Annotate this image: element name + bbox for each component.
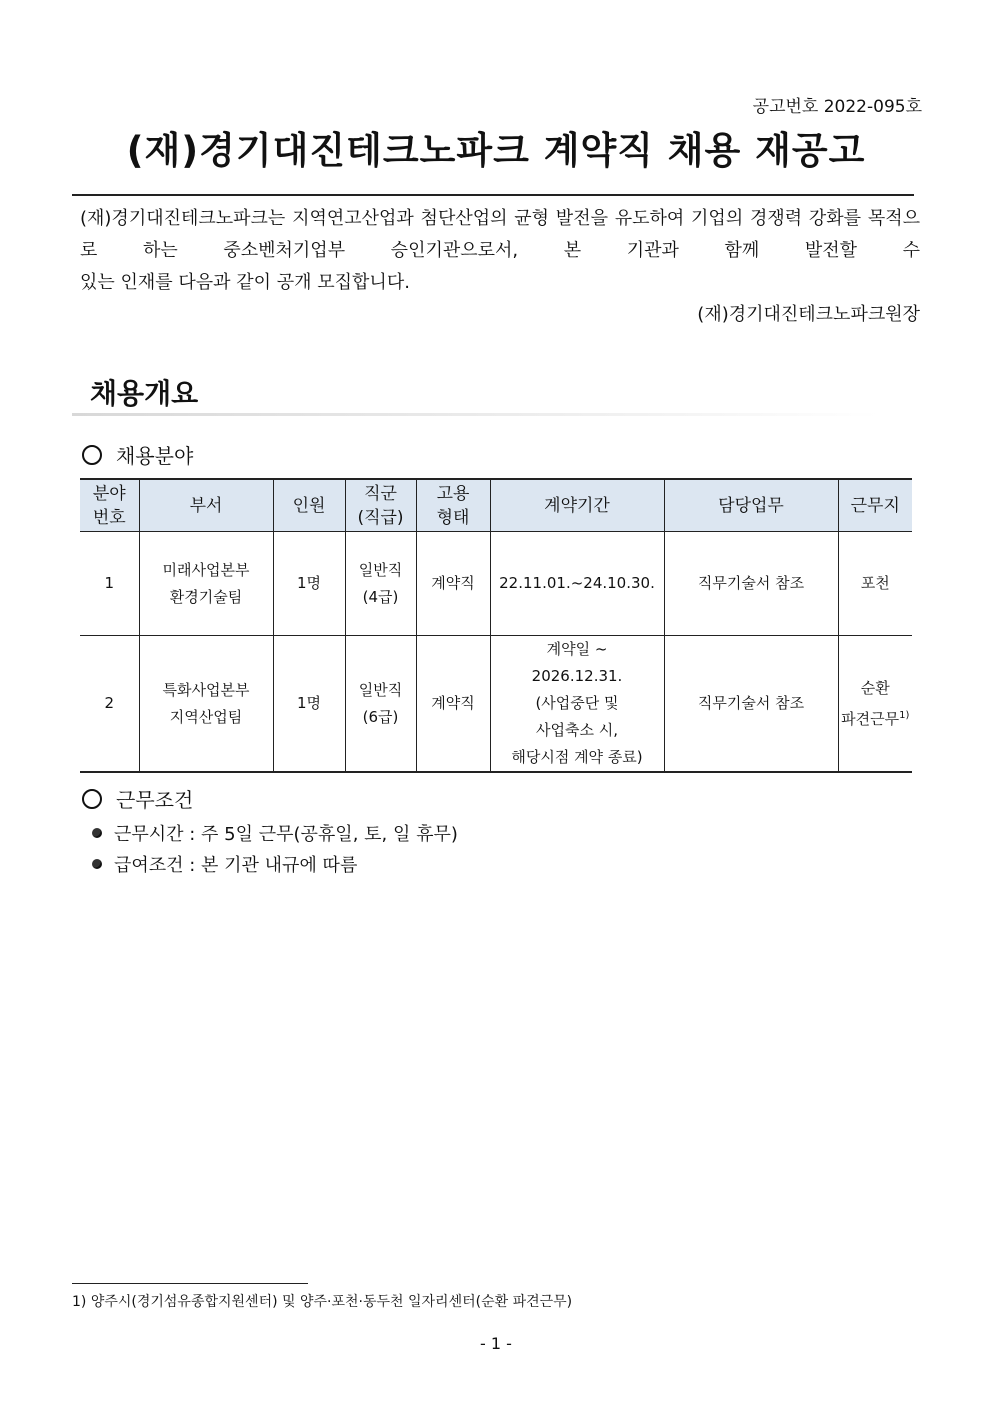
header-cell: 근무지 (838, 479, 912, 532)
notice-number: 공고번호 2022-095호 (752, 97, 922, 117)
recruit-table (80, 478, 912, 773)
recruit-field-heading (82, 440, 193, 469)
page-title: (재)경기대진테크노파크 계약직 채용 재공고 (126, 129, 866, 172)
condition-item (92, 851, 357, 877)
table-cell: 일반직 (6급) (345, 636, 416, 773)
workplace-text: 순환 파견근무 (841, 678, 900, 728)
condition-text: 근무시간 : 주 5일 근무(공휴일, 토, 일 휴무) (114, 824, 458, 845)
header-cell: 부서 (139, 479, 273, 532)
header-cell: 담당업무 (664, 479, 838, 532)
table-cell: 포천 (838, 532, 912, 636)
round-bullet-icon (92, 828, 102, 838)
circle-bullet-icon (82, 445, 102, 465)
work-condition-heading (82, 784, 193, 813)
table-cell: 1 (80, 532, 139, 636)
section-title: 채용개요 (90, 377, 199, 410)
table-cell: 특화사업본부 지역산업팀 (139, 636, 273, 773)
intro-paragraph: (재)경기대진테크노파크는 지역연고산업과 첨단산업의 균형 발전을 유도하여 기업의 경쟁력 강화를 목적으로 하는 중소벤처기업부 승인기관으로서, 본 기관과 함께 발전할 수 (80, 208, 920, 261)
table-cell: 직무기술서 참조 (664, 532, 838, 636)
recruit-field-heading-label: 채용분야 (116, 444, 194, 468)
header-cell: 고용 형태 (416, 479, 490, 532)
intro-paragraph-last-line: 있는 인재를 다음과 같이 공개 모집합니다. (80, 272, 410, 293)
table-cell: 일반직 (4급) (345, 532, 416, 636)
table-cell: 계약직 (416, 532, 490, 636)
header-cell: 직군 (직급) (345, 479, 416, 532)
footnote-divider (72, 1283, 308, 1284)
page-number: - 1 - (480, 1334, 512, 1353)
circle-bullet-icon (82, 789, 102, 809)
header-cell: 계약기간 (490, 479, 664, 532)
work-condition-heading-label: 근무조건 (116, 788, 194, 812)
header-cell: 인원 (273, 479, 345, 532)
title-divider (72, 194, 914, 196)
section-underline (72, 413, 880, 416)
table-cell: 2 (80, 636, 139, 773)
table-cell-workplace (838, 636, 912, 773)
round-bullet-icon (92, 859, 102, 869)
footnote: 1) 양주시(경기섬유종합지원센터) 및 양주·포천·동두천 일자리센터(순환 파견근무) (72, 1294, 573, 1310)
table-header-row (80, 479, 912, 532)
condition-item (92, 820, 458, 846)
table-cell: 22.11.01.~24.10.30. (490, 532, 664, 636)
table-cell: 계약직 (416, 636, 490, 773)
footnote-ref: 1) (899, 709, 910, 721)
condition-text: 급여조건 : 본 기관 내규에 따름 (114, 855, 358, 876)
issuer-signature: (재)경기대진테크노파크원장 (697, 304, 920, 325)
table-cell: 1명 (273, 636, 345, 773)
table-cell: 직무기술서 참조 (664, 636, 838, 773)
table-row (80, 532, 912, 636)
table-cell: 계약일 ~ 2026.12.31. (사업중단 및 사업축소 시, 해당시점 계약 종료) (490, 636, 664, 773)
table-row (80, 636, 912, 773)
table-cell: 미래사업본부 환경기술팀 (139, 532, 273, 636)
table-cell: 1명 (273, 532, 345, 636)
header-cell: 분야 번호 (80, 479, 139, 532)
